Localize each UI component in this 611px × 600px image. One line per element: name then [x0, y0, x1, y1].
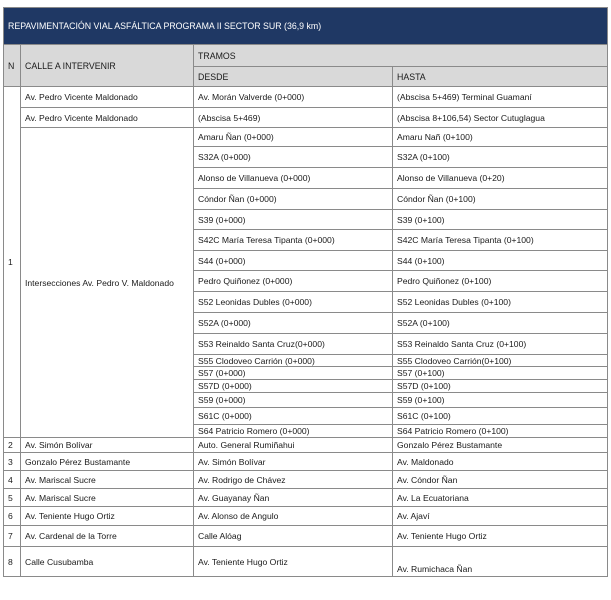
- desde-cell: S42C María Teresa Tipanta (0+000): [194, 230, 393, 251]
- hasta-cell: S57 (0+100): [393, 367, 608, 380]
- hasta-cell: Amaru Nañ (0+100): [393, 128, 608, 147]
- desde-cell: Av. Alonso de Angulo: [194, 507, 393, 526]
- desde-cell: Av. Simón Bolívar: [194, 453, 393, 471]
- table-row: [4, 471, 608, 489]
- hasta-cell: S55 Clodoveo Carrión(0+100): [393, 355, 608, 367]
- table-row: [4, 108, 608, 128]
- desde-cell: S52 Leonidas Dubles (0+000): [194, 292, 393, 313]
- desde-cell: S53 Reinaldo Santa Cruz(0+000): [194, 334, 393, 355]
- hasta-cell: S61C (0+100): [393, 408, 608, 425]
- desde-cell: S39 (0+000): [194, 210, 393, 230]
- table-row: [4, 547, 608, 577]
- desde-cell: Av. Teniente Hugo Ortiz: [194, 547, 393, 577]
- hasta-cell: (Abscisa 5+469) Terminal Guamaní: [393, 87, 608, 108]
- calle-cell: Av. Cardenal de la Torre: [21, 526, 194, 547]
- hasta-cell: Pedro Quiñonez (0+100): [393, 271, 608, 292]
- desde-cell: Alonso de Villanueva (0+000): [194, 168, 393, 189]
- desde-cell: S64 Patricio Romero (0+000): [194, 425, 393, 438]
- hasta-cell: Av. Teniente Hugo Ortiz: [393, 526, 608, 547]
- desde-cell: (Abscisa 5+469): [194, 108, 393, 128]
- hasta-cell: Alonso de Villanueva (0+20): [393, 168, 608, 189]
- desde-cell: Av. Rodrigo de Chávez: [194, 471, 393, 489]
- desde-cell: Amaru Ñan (0+000): [194, 128, 393, 147]
- desde-cell: S52A (0+000): [194, 313, 393, 334]
- desde-cell: S61C (0+000): [194, 408, 393, 425]
- hasta-cell: S57D (0+100): [393, 380, 608, 393]
- desde-cell: S57D (0+000): [194, 380, 393, 393]
- desde-cell: S44 (0+000): [194, 251, 393, 271]
- desde-cell: Av. Guayanay Ñan: [194, 489, 393, 507]
- calle-cell: Av. Teniente Hugo Ortiz: [21, 507, 194, 526]
- hasta-cell: Av. Rumichaca Ñan: [393, 547, 608, 577]
- row-number: 6: [4, 507, 21, 526]
- hasta-cell: S64 Patricio Romero (0+100): [393, 425, 608, 438]
- hasta-cell: Gonzalo Pérez Bustamante: [393, 438, 608, 453]
- hasta-cell: Av. Cóndor Ñan: [393, 471, 608, 489]
- hasta-cell: Av. Ajaví: [393, 507, 608, 526]
- calle-cell: Av. Mariscal Sucre: [21, 471, 194, 489]
- row-number: 2: [4, 438, 21, 453]
- hasta-cell: S59 (0+100): [393, 393, 608, 408]
- desde-cell: Auto. General Rumiñahui: [194, 438, 393, 453]
- hasta-cell: S39 (0+100): [393, 210, 608, 230]
- desde-cell: S55 Clodoveo Carrión (0+000): [194, 355, 393, 367]
- row-number: 5: [4, 489, 21, 507]
- desde-cell: Cóndor Ñan (0+000): [194, 189, 393, 210]
- hasta-cell: S42C María Teresa Tipanta (0+100): [393, 230, 608, 251]
- table-row: [4, 507, 608, 526]
- calle-cell: Calle Cusubamba: [21, 547, 194, 577]
- header-desde: DESDE: [194, 67, 393, 87]
- calle-cell: Av. Mariscal Sucre: [21, 489, 194, 507]
- hasta-cell: Av. Maldonado: [393, 453, 608, 471]
- calle-cell: Av. Pedro Vicente Maldonado: [21, 108, 194, 128]
- header-hasta: HASTA: [393, 67, 608, 87]
- hasta-cell: S52A (0+100): [393, 313, 608, 334]
- table-row: [4, 128, 608, 147]
- calle-cell: Gonzalo Pérez Bustamante: [21, 453, 194, 471]
- desde-cell: Av. Morán Valverde (0+000): [194, 87, 393, 108]
- desde-cell: S57 (0+000): [194, 367, 393, 380]
- desde-cell: S59 (0+000): [194, 393, 393, 408]
- table-title: REPAVIMENTACIÓN VIAL ASFÁLTICA PROGRAMA II SECTOR SUR (36,9 km): [4, 8, 608, 45]
- hasta-cell: Cóndor Ñan (0+100): [393, 189, 608, 210]
- table-row: [4, 489, 608, 507]
- desde-cell: S32A (0+000): [194, 147, 393, 168]
- hasta-cell: S44 (0+100): [393, 251, 608, 271]
- calle-cell: Av. Pedro Vicente Maldonado: [21, 87, 194, 108]
- hasta-cell: S52 Leonidas Dubles (0+100): [393, 292, 608, 313]
- table-row: [4, 453, 608, 471]
- row-number: 7: [4, 526, 21, 547]
- row-number: 8: [4, 547, 21, 577]
- calle-cell-intersecciones: Intersecciones Av. Pedro V. Maldonado: [21, 128, 194, 438]
- hasta-cell: S53 Reinaldo Santa Cruz (0+100): [393, 334, 608, 355]
- header-n: N: [4, 45, 21, 87]
- hasta-cell: (Abscisa 8+106,54) Sector Cutuglagua: [393, 108, 608, 128]
- calle-cell: Av. Simón Bolívar: [21, 438, 194, 453]
- repavimentacion-table: [3, 7, 608, 577]
- hasta-cell: Av. La Ecuatoriana: [393, 489, 608, 507]
- table-row: [4, 526, 608, 547]
- desde-cell: Calle Alóag: [194, 526, 393, 547]
- row-number: 1: [4, 87, 21, 438]
- table-row: [4, 87, 608, 108]
- hasta-cell: S32A (0+100): [393, 147, 608, 168]
- table-row: [4, 438, 608, 453]
- header-tramos: TRAMOS: [194, 45, 608, 67]
- row-number: 4: [4, 471, 21, 489]
- row-number: 3: [4, 453, 21, 471]
- desde-cell: Pedro Quiñonez (0+000): [194, 271, 393, 292]
- header-calle: CALLE A INTERVENIR: [21, 45, 194, 87]
